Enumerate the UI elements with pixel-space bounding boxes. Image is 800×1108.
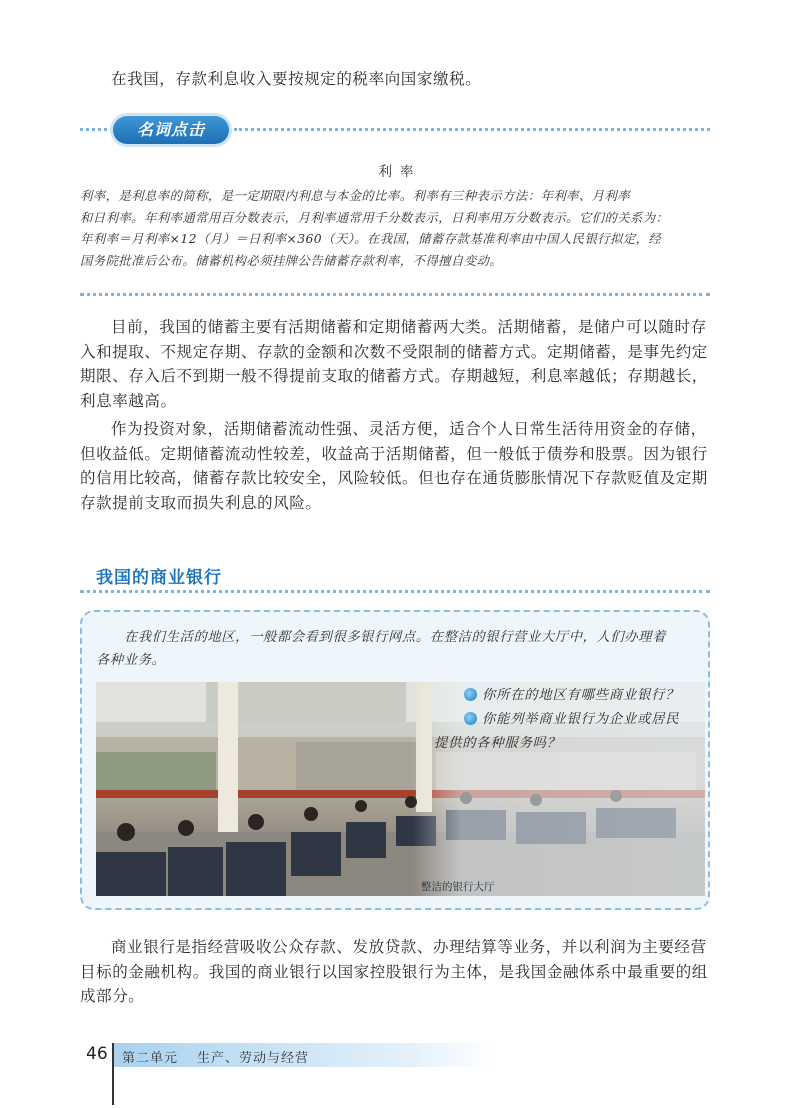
unit-label: 第二单元	[122, 1051, 179, 1066]
tax-paragraph: 在我国，存款利息收入要按规定的税率向国家缴税。	[111, 70, 482, 88]
term-line: 和日利率。年利率通常用百分数表示，月利率通常用千分数表示，日利率用万分数表示。它们的关系为：	[80, 209, 669, 225]
text-line: 目标的金融机构。我国的商业银行以国家控股银行为主体，是我国金融体系中最重要的组	[80, 962, 708, 981]
question-2-continued: 提供的各种服务吗？	[434, 736, 561, 751]
savings-paragraph-2	[80, 417, 720, 515]
text-line: 商业银行是指经营吸收公众存款、发放贷款、办理结算等业务，并以利润为主要经营	[111, 938, 707, 956]
question-2: 你能列举商业银行为企业或居民	[482, 712, 680, 727]
savings-paragraph-1	[80, 315, 720, 413]
question-bullet-icon	[464, 712, 477, 725]
term-tag: 名词点击	[113, 116, 229, 144]
term-line: 国务院批准后公布。储蓄机构必须挂牌公告储蓄存款利率，不得擅自变动。	[80, 252, 503, 268]
text-line: 期限、存入后不到期一般不得提前支取的储蓄方式。存期越短，利息率越低；存期越长，	[80, 367, 708, 385]
page-number: 46	[86, 1044, 108, 1064]
divider-right	[234, 128, 710, 131]
section-divider	[80, 590, 710, 593]
text-line: 利息率越高。	[80, 391, 177, 410]
divider-left	[80, 128, 113, 131]
section-title: 我国的商业银行	[96, 568, 222, 588]
unit-title: 生产、劳动与经营	[197, 1051, 310, 1066]
divider-bottom	[80, 293, 710, 296]
text-line: 作为投资对象，活期储蓄流动性强、灵活方便，适合个人日常生活待用资金的存储，	[111, 420, 707, 438]
activity-intro	[96, 626, 696, 672]
intro-line: 在我们生活的地区，一般都会看到很多银行网点。在整洁的银行营业大厅中，人们办理着	[124, 630, 666, 645]
term-definition	[80, 185, 712, 271]
term-line: 利率，是利息率的简称，是一定期限内利息与本金的比率。利率有三种表示方法：年利率、月利率	[80, 188, 630, 203]
text-line: 入和提取、不规定存期、存款的金额和次数不受限制的储蓄方式。定期储蓄，是事先约定	[80, 342, 708, 361]
text-line: 目前，我国的储蓄主要有活期储蓄和定期储蓄两大类。活期储蓄，是储户可以随时存	[111, 318, 707, 336]
term-title: 利率	[378, 164, 422, 180]
term-line: 年利率＝月利率×12（月）＝日利率×360（天）。在我国，储蓄存款基准利率由中国人民银行拟定，经	[80, 231, 662, 246]
bank-paragraph	[80, 935, 720, 1009]
text-line: 成部分。	[80, 987, 145, 1005]
intro-line: 各种业务。	[96, 653, 166, 668]
question-1: 你所在的地区有哪些商业银行？	[482, 688, 680, 703]
text-line: 存款提前支取而损失利息的风险。	[80, 493, 322, 512]
photo-caption: 整洁的银行大厅	[421, 881, 495, 893]
text-line: 的信用比较高，储蓄存款比较安全，风险较低。但也存在通货膨胀情况下存款贬值及定期	[80, 469, 708, 487]
text-line: 但收益低。定期储蓄流动性较差，收益高于活期储蓄，但一般低于债券和股票。因为银行	[80, 444, 708, 463]
question-bullet-icon	[464, 688, 477, 701]
footer-rule	[112, 1043, 114, 1105]
